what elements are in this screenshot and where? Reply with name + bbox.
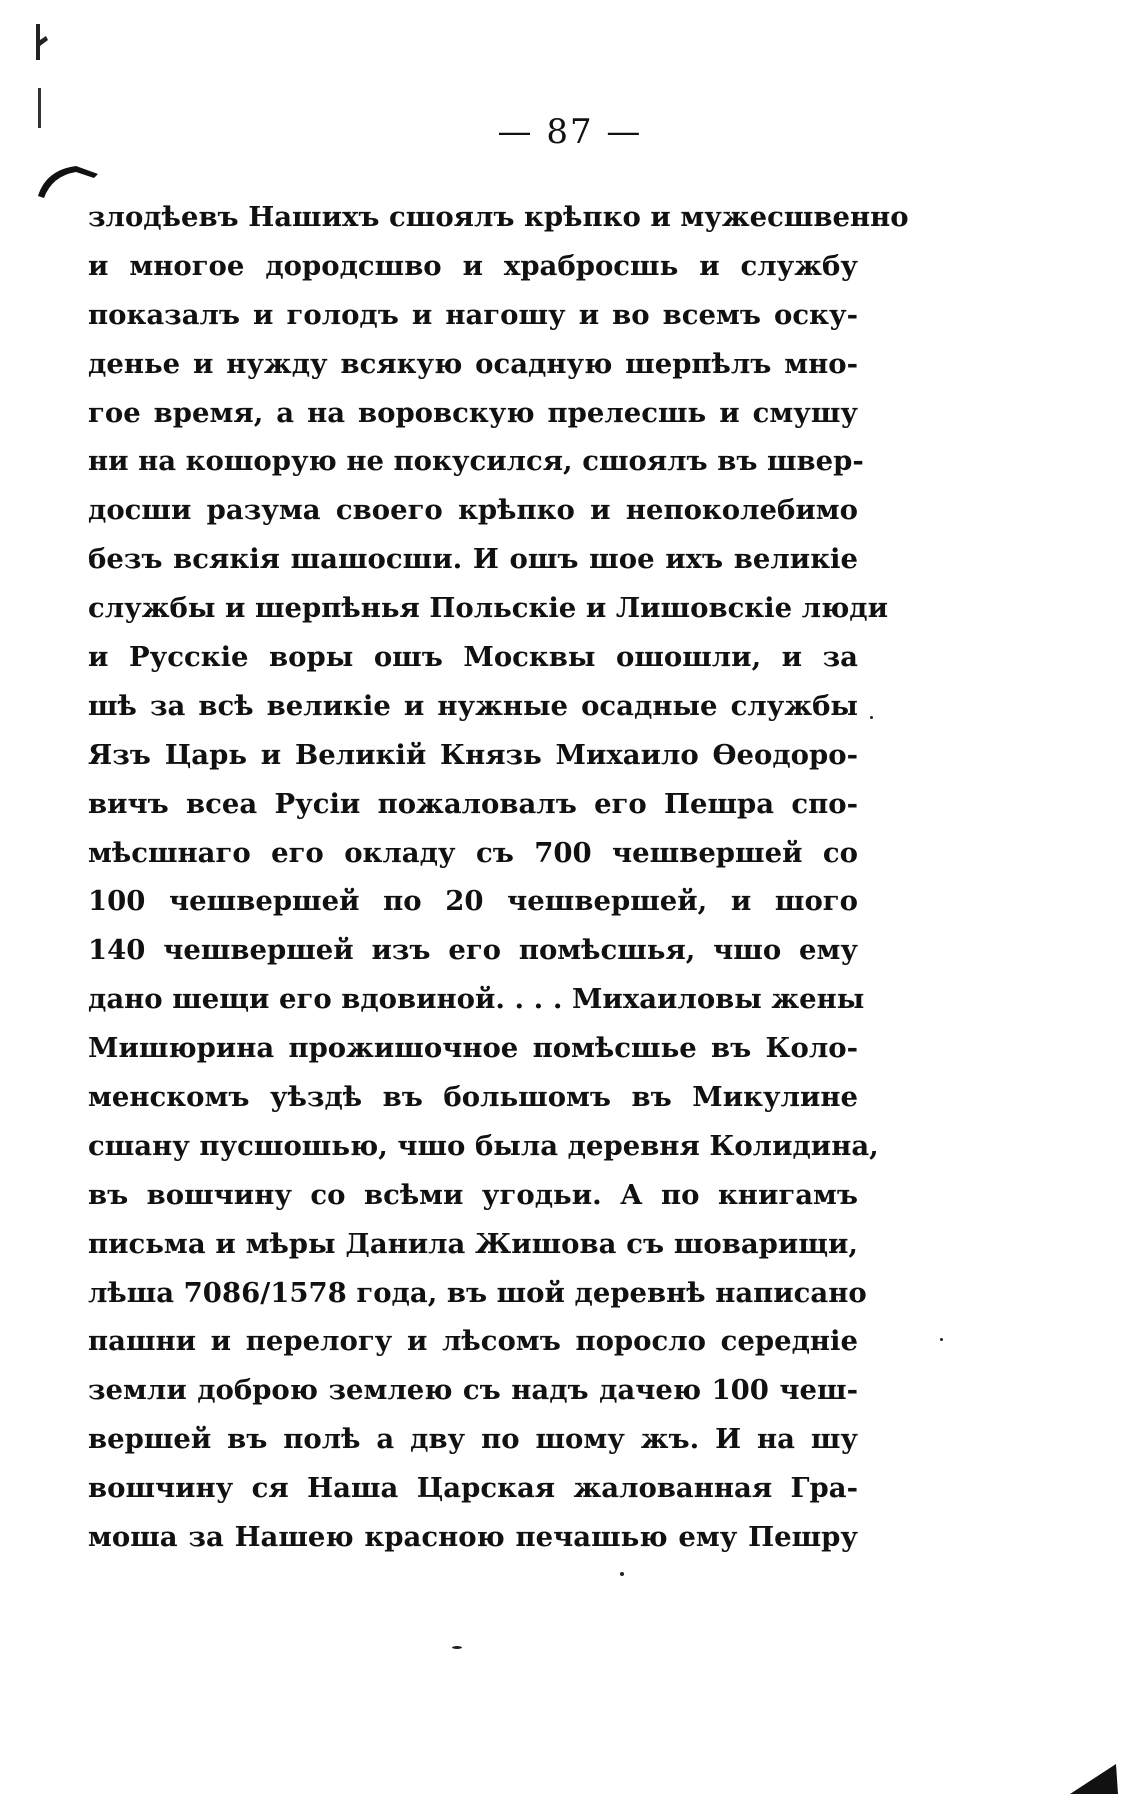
text-line: дано шещи его вдовиной. . . . Михаиловы жены xyxy=(88,983,865,1016)
scan-speck xyxy=(452,1646,462,1649)
scan-speck xyxy=(870,716,873,719)
text-line: злодѣевъ Нашихъ сшоялъ крѣпко и мужесшвенно xyxy=(88,201,909,233)
scan-artifact-icon xyxy=(32,22,56,62)
text-line: моша за Нашею красною печашью ему Пешру xyxy=(88,1521,858,1554)
text-line: службы и шерпѣнья Польскіе и Лишовскіе люди xyxy=(88,592,888,625)
text-line: шѣ за всѣ великіе и нужные осадные службы xyxy=(88,689,858,722)
text-line: вичъ всеа Русіи пожаловалъ его Пешра спо- xyxy=(88,787,858,820)
text-line: сшану пусшошью, чшо была деревня Колидина, xyxy=(88,1129,879,1162)
text-line: мѣсшнаго его окладу съ 700 чешвершей со xyxy=(88,836,858,869)
text-line: Язъ Царь и Великій Князь Михаило Ѳеодоро- xyxy=(88,738,858,771)
text-line: ни на кошорую не покусился, сшоялъ въ швер- xyxy=(88,445,864,478)
scan-artifact-icon xyxy=(1060,1760,1120,1796)
text-line: показалъ и голодъ и нагошу и во всемъ оску- xyxy=(88,298,858,331)
text-line: менскомъ уѣздѣ въ большомъ въ Микулине xyxy=(88,1081,858,1114)
text-line: земли доброю землею съ надъ дачею 100 чеш- xyxy=(88,1374,858,1407)
text-line: и Русскіе воры ошъ Москвы ошошли, и за xyxy=(88,641,858,674)
scan-speck xyxy=(940,1338,943,1341)
text-line: безъ всякія шашосши. И ошъ шое ихъ великіе xyxy=(88,543,858,576)
body-text xyxy=(88,193,909,1562)
text-line: Мишюрина прожишочное помѣсшье въ Коло- xyxy=(88,1032,858,1065)
scan-speck xyxy=(620,1572,624,1576)
text-line: досши разума своего крѣпко и непоколебимо xyxy=(88,494,858,527)
text-line: письма и мѣры Данила Жишова съ шоварищи, xyxy=(88,1227,858,1260)
text-line: вершей въ полѣ а дву по шому жъ. И на шу xyxy=(88,1423,858,1456)
page-number: — 87 — xyxy=(497,112,643,152)
text-line: 140 чешвершей изъ его помѣсшья, чшо ему xyxy=(88,934,858,967)
text-line: лѣша 7086/1578 года, въ шой деревнѣ написано xyxy=(88,1276,867,1309)
text-line: гое время, а на воровскую прелесшь и смушу xyxy=(88,396,858,429)
text-line: въ вошчину со всѣми угодьи. А по книгамъ xyxy=(88,1178,858,1211)
text-line: 100 чешвершей по 20 чешвершей, и шого xyxy=(88,885,858,918)
text-line: пашни и перелогу и лѣсомъ поросло середніе xyxy=(88,1325,858,1358)
text-line: и многое дородсшво и храбросшь и службу xyxy=(88,249,858,282)
text-line: вошчину ся Наша Царская жалованная Гра- xyxy=(88,1472,858,1505)
text-line: денье и нужду всякую осадную шерпѣлъ мно- xyxy=(88,347,858,380)
